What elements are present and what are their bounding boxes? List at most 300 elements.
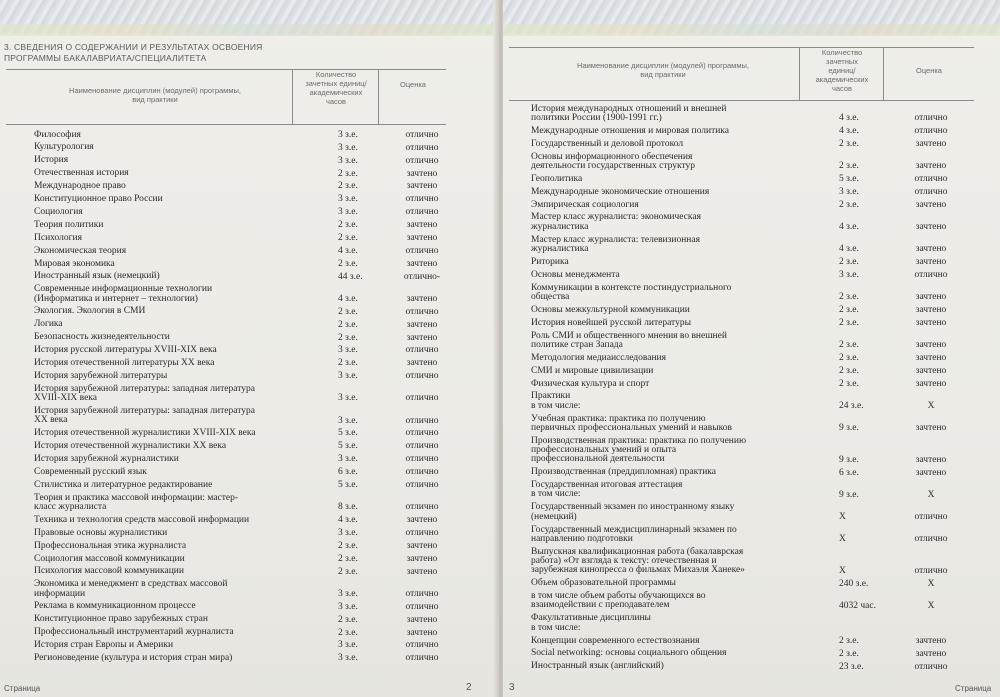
credits-value: 2 з.е. xyxy=(839,340,859,351)
discipline-name: СМИ и мировые цивилизации xyxy=(531,365,654,376)
grade-value: отлично xyxy=(405,245,439,256)
table-row xyxy=(34,318,474,331)
table-row xyxy=(34,218,474,231)
grade-value: отлично xyxy=(914,565,948,576)
grade-value: зачтено xyxy=(915,244,947,255)
discipline-name: Отечественная история xyxy=(34,168,129,179)
credits-value: 4 з.е. xyxy=(839,126,859,137)
discipline-name: Международные отношения и мировая политика xyxy=(531,125,729,136)
grade-value: отлично xyxy=(405,142,439,153)
left-page xyxy=(0,0,497,697)
discipline-name: Теория политики xyxy=(34,219,104,230)
table-row xyxy=(531,137,991,150)
security-pattern-stripe xyxy=(503,24,1000,36)
table-row xyxy=(531,501,991,523)
table-row xyxy=(531,124,991,137)
grade-value: отлично xyxy=(914,534,948,545)
credits-value: 4032 час. xyxy=(839,600,876,611)
discipline-name: Физическая культура и спорт xyxy=(531,378,650,389)
table-row xyxy=(34,244,474,257)
table-row xyxy=(531,479,991,501)
discipline-name: Социология xyxy=(34,206,83,217)
credits-value: 3 з.е. xyxy=(338,142,358,153)
credits-value: 3 з.е. xyxy=(338,129,358,140)
table-row xyxy=(531,545,991,577)
header-grade: Оценка xyxy=(400,80,426,89)
table-row xyxy=(531,647,991,660)
grade-value: зачтено xyxy=(915,305,947,316)
credits-value: 2 з.е. xyxy=(839,292,859,303)
table-row xyxy=(34,626,474,639)
table-header-rule xyxy=(509,100,974,101)
credits-value: 2 з.е. xyxy=(338,614,358,625)
grade-value: зачтено xyxy=(915,467,947,478)
column-divider xyxy=(799,47,800,100)
discipline-name: Психология массовой коммуникации xyxy=(34,566,184,577)
discipline-name: История стран Европы и Америки xyxy=(34,640,174,651)
discipline-name: Основы межкультурной коммуникации xyxy=(531,304,690,315)
grade-value: зачтено xyxy=(915,454,947,465)
right-table-body xyxy=(531,102,991,673)
credits-value: 2 з.е. xyxy=(338,220,358,231)
grade-value: отлично xyxy=(405,588,439,599)
grade-value: зачтено xyxy=(915,340,947,351)
table-row xyxy=(34,639,474,652)
grade-value: отлично xyxy=(914,269,948,280)
grade-value: отлично xyxy=(914,511,948,522)
grade-value: зачтено xyxy=(406,515,438,526)
table-row xyxy=(531,377,991,390)
grade-value: зачтено xyxy=(915,138,947,149)
credits-value: 2 з.е. xyxy=(839,365,859,376)
credits-value: 2 з.е. xyxy=(839,257,859,268)
discipline-name: Культурология xyxy=(34,142,94,153)
discipline-name: в том числе объем работы обучающихся во взаимодействии с преподавателем xyxy=(531,591,706,611)
credits-value: 2 з.е. xyxy=(338,553,358,564)
table-row xyxy=(34,180,474,193)
credits-value: 3 з.е. xyxy=(338,528,358,539)
table-row xyxy=(531,102,991,124)
discipline-name: Логика xyxy=(34,319,63,330)
table-row xyxy=(531,150,991,172)
grade-value: отлично xyxy=(405,345,439,356)
grade-value: зачтено xyxy=(406,566,438,577)
credits-value: 3 з.е. xyxy=(338,415,358,426)
credits-value: 4 з.е. xyxy=(338,245,358,256)
table-row xyxy=(34,141,474,154)
table-row xyxy=(531,316,991,329)
table-row xyxy=(34,651,474,664)
credits-value: 9 з.е. xyxy=(839,423,859,434)
header-name: Наименование дисциплин (модулей) программы, вид практики xyxy=(69,86,241,104)
table-row xyxy=(34,305,474,318)
grade-value: отлично xyxy=(405,393,439,404)
discipline-name: История отечественной журналистики XX века xyxy=(34,441,227,452)
discipline-name: Государственный и деловой протокол xyxy=(531,138,684,149)
table-row xyxy=(531,303,991,316)
grade-value: отлично xyxy=(914,661,948,672)
table-row xyxy=(34,600,474,613)
table-row xyxy=(34,369,474,382)
discipline-name: Объем образовательной программы xyxy=(531,578,676,589)
discipline-name: История новейшей русской литературы xyxy=(531,317,691,328)
grade-value: зачтено xyxy=(406,332,438,343)
credits-value: 2 з.е. xyxy=(839,138,859,149)
grade-value: отлично xyxy=(914,174,948,185)
discipline-name: Профессиональная этика журналиста xyxy=(34,540,187,551)
credits-value: 4 з.е. xyxy=(839,222,859,233)
footer-label: Страница xyxy=(955,684,992,693)
discipline-name: Основы менеджмента xyxy=(531,269,620,280)
grade-value: отлично xyxy=(405,528,439,539)
grade-value: отлично xyxy=(914,113,948,124)
discipline-name: Производственная (преддипломная) практика xyxy=(531,467,716,478)
credits-value: 44 з.е. xyxy=(338,271,363,282)
credits-value: 2 з.е. xyxy=(839,317,859,328)
credits-value: 5 з.е. xyxy=(338,441,358,452)
grade-value: отлично xyxy=(405,454,439,465)
grade-value: X xyxy=(927,578,935,589)
table-row xyxy=(34,526,474,539)
table-row xyxy=(34,283,474,305)
grade-value: отлично- xyxy=(403,271,441,282)
discipline-name: Психология xyxy=(34,232,83,243)
table-row xyxy=(531,268,991,281)
grade-value: отлично xyxy=(405,207,439,218)
header-name: Наименование дисциплин (модулей) программы, вид практики xyxy=(577,61,749,79)
grade-value: отлично xyxy=(405,467,439,478)
left-table-body xyxy=(34,128,474,664)
credits-value: 2 з.е. xyxy=(839,199,859,210)
table-row xyxy=(34,478,474,491)
credits-value: 3 з.е. xyxy=(338,393,358,404)
grade-value: отлично xyxy=(405,428,439,439)
header-credits: Количество зачетных единиц/ академических часов xyxy=(305,70,367,106)
table-row xyxy=(34,552,474,565)
section-title: 3. СВЕДЕНИЯ О СОДЕРЖАНИИ И РЕЗУЛЬТАТАХ ОСВОЕНИЯ ПРОГРАММЫ БАКАЛАВРИАТА/СПЕЦИАЛИТЕТА xyxy=(4,42,263,63)
discipline-name: Роль СМИ и общественного мнения во внешней политике стран Запада xyxy=(531,330,727,350)
discipline-name: Теория и практика массовой информации: мастер- класс журналиста xyxy=(34,492,239,512)
table-row xyxy=(34,154,474,167)
discipline-name: Экономика и менеджмент в средствах массовой информации xyxy=(34,579,228,599)
grade-value: зачтено xyxy=(406,233,438,244)
discipline-name: Государственный экзамен по иностранному языку (немецкий) xyxy=(531,502,735,522)
table-row xyxy=(34,344,474,357)
credits-value: 2 з.е. xyxy=(338,319,358,330)
grade-value: зачтено xyxy=(915,353,947,364)
grade-value: отлично xyxy=(405,640,439,651)
credits-value: 2 з.е. xyxy=(839,161,859,172)
discipline-name: Регионоведение (культура и история стран мира) xyxy=(34,653,233,664)
table-row xyxy=(34,192,474,205)
grade-value: зачтено xyxy=(915,161,947,172)
credits-value: 3 з.е. xyxy=(338,454,358,465)
table-row xyxy=(34,427,474,440)
credits-value: 3 з.е. xyxy=(338,155,358,166)
table-row xyxy=(34,439,474,452)
discipline-name: Выпускная квалификационная работа (бакалаврская работа) «От взгляда к тексту: отечественная и зарубежная кинопресса о фильмах Михаэля Ханеке» xyxy=(531,546,745,576)
table-row xyxy=(531,434,991,466)
grade-value: зачтено xyxy=(915,648,947,659)
discipline-name: История зарубежной журналистики xyxy=(34,453,179,464)
discipline-name: Мировая экономика xyxy=(34,258,115,269)
discipline-name: Современные информационные технологии (Информатика и интернет – технологии) xyxy=(34,284,213,304)
discipline-name: Эмпирическая социология xyxy=(531,199,639,210)
discipline-name: Практики в том числе: xyxy=(531,391,581,411)
credits-value: 2 з.е. xyxy=(839,353,859,364)
grade-value: зачтено xyxy=(406,293,438,304)
discipline-name: Концепции современного естествознания xyxy=(531,635,700,646)
credits-value: 240 з.е. xyxy=(839,578,869,589)
credits-value: 2 з.е. xyxy=(338,540,358,551)
table-row xyxy=(531,211,991,233)
discipline-name: Государственный междисциплинарный экзамен по направлению подготовки xyxy=(531,524,737,544)
discipline-name: История зарубежной литературы: западная литература XVIII-XIX века xyxy=(34,383,255,404)
discipline-name: Экология. Экология в СМИ xyxy=(34,306,146,317)
credits-value: 2 з.е. xyxy=(338,566,358,577)
table-row xyxy=(34,465,474,478)
table-row xyxy=(34,404,474,426)
table-row xyxy=(531,577,991,590)
discipline-name: Международное право xyxy=(34,181,126,192)
table-row xyxy=(34,539,474,552)
grade-value: зачтено xyxy=(406,220,438,231)
grade-value: X xyxy=(927,401,935,411)
discipline-name: История зарубежной литературы xyxy=(34,370,168,381)
credits-value: 2 з.е. xyxy=(338,258,358,269)
table-header-rule xyxy=(6,124,446,125)
discipline-name: Безопасность жизнедеятельности xyxy=(34,332,170,343)
credits-value: 3 з.е. xyxy=(338,371,358,382)
discipline-name: Современный русский язык xyxy=(34,466,147,477)
table-row xyxy=(34,513,474,526)
table-row xyxy=(531,198,991,211)
credits-value: 23 з.е. xyxy=(839,661,864,672)
table-row xyxy=(34,356,474,369)
grade-value: зачтено xyxy=(406,358,438,369)
credits-value: 9 з.е. xyxy=(839,489,859,500)
table-row xyxy=(531,233,991,255)
grade-value: зачтено xyxy=(915,378,947,389)
discipline-name: Факультативные дисциплины в том числе: xyxy=(531,613,651,633)
credits-value: 8 з.е. xyxy=(338,502,358,513)
page-number: 2 xyxy=(466,682,472,693)
credits-value: 2 з.е. xyxy=(338,168,358,179)
credits-value: 4 з.е. xyxy=(338,293,358,304)
table-row xyxy=(531,281,991,303)
grade-value: X xyxy=(927,600,935,611)
credits-value: 3 з.е. xyxy=(338,194,358,205)
grade-value: отлично xyxy=(405,601,439,612)
credits-value: 4 з.е. xyxy=(338,515,358,526)
grade-value: отлично xyxy=(405,653,439,664)
discipline-name: Методология медиаисследования xyxy=(531,352,666,363)
grade-value: зачтено xyxy=(915,222,947,233)
discipline-name: История xyxy=(34,155,69,166)
grade-value: зачтено xyxy=(915,292,947,303)
credits-value: 2 з.е. xyxy=(338,181,358,192)
discipline-name: История международных отношений и внешней политики России (1900-1991 гг.) xyxy=(531,103,727,123)
credits-value: 6 з.е. xyxy=(839,467,859,478)
grade-value: отлично xyxy=(914,186,948,197)
credits-value: 3 з.е. xyxy=(338,640,358,651)
grade-value: отлично xyxy=(405,415,439,426)
grade-value: зачтено xyxy=(406,319,438,330)
credits-value: 2 з.е. xyxy=(839,378,859,389)
grade-value: зачтено xyxy=(915,635,947,646)
credits-value: 24 з.е. xyxy=(839,401,864,411)
grade-value: зачтено xyxy=(915,423,947,434)
table-row xyxy=(531,590,991,612)
credits-value: 4 з.е. xyxy=(839,244,859,255)
credits-value: 2 з.е. xyxy=(338,332,358,343)
discipline-name: История русской литературы XVIII-XIX века xyxy=(34,345,217,356)
credits-value: 6 з.е. xyxy=(338,467,358,478)
grade-value: X xyxy=(927,489,935,500)
credits-value: 9 з.е. xyxy=(839,454,859,465)
credits-value: X xyxy=(839,511,846,522)
table-row xyxy=(34,491,474,513)
credits-value: 2 з.е. xyxy=(338,358,358,369)
credits-value: 3 з.е. xyxy=(338,345,358,356)
table-row xyxy=(531,466,991,479)
discipline-name: Геополитика xyxy=(531,173,583,184)
discipline-name: Профессиональный инструментарий журналиста xyxy=(34,627,234,638)
right-page xyxy=(503,0,1000,697)
discipline-name: Social networking: основы социального общения xyxy=(531,648,727,659)
credits-value: 2 з.е. xyxy=(338,627,358,638)
column-divider xyxy=(883,47,884,100)
table-top-rule xyxy=(509,47,974,48)
table-row xyxy=(531,351,991,364)
table-row xyxy=(531,172,991,185)
credits-value: 3 з.е. xyxy=(839,269,859,280)
table-row xyxy=(34,331,474,344)
credits-value: X xyxy=(839,565,846,576)
credits-value: 3 з.е. xyxy=(338,588,358,599)
grade-value: зачтено xyxy=(406,614,438,625)
grade-value: отлично xyxy=(405,502,439,513)
grade-value: зачтено xyxy=(915,257,947,268)
discipline-name: История отечественной литературы XX века xyxy=(34,358,215,369)
discipline-name: Философия xyxy=(34,129,81,140)
footer-label: Страница xyxy=(4,684,41,693)
discipline-name: Государственная итоговая аттестация в том числе: xyxy=(531,480,683,500)
page-number: 3 xyxy=(509,682,515,693)
table-row xyxy=(531,364,991,377)
grade-value: зачтено xyxy=(406,627,438,638)
grade-value: зачтено xyxy=(915,365,947,376)
discipline-name: Мастер класс журналиста: экономическая журналистика xyxy=(531,212,701,232)
table-row xyxy=(531,523,991,545)
credits-value: 2 з.е. xyxy=(338,306,358,317)
table-top-rule xyxy=(6,69,446,70)
table-row xyxy=(34,231,474,244)
table-row xyxy=(34,613,474,626)
credits-value: 5 з.е. xyxy=(839,174,859,185)
table-row xyxy=(531,390,991,412)
table-row xyxy=(34,257,474,270)
discipline-name: Производственная практика: практика по получению профессиональных умений и опыта профессиональной деятельности xyxy=(531,435,747,465)
table-row xyxy=(34,270,474,283)
table-row xyxy=(34,167,474,180)
grade-value: отлично xyxy=(914,126,948,137)
grade-value: отлично xyxy=(405,194,439,205)
credits-value: 5 з.е. xyxy=(338,428,358,439)
credits-value: 2 з.е. xyxy=(839,648,859,659)
discipline-name: Конституционное право зарубежных стран xyxy=(34,614,208,625)
discipline-name: Международные экономические отношения xyxy=(531,186,710,197)
column-divider xyxy=(292,69,293,124)
header-grade: Оценка xyxy=(916,66,942,75)
table-row xyxy=(531,255,991,268)
grade-value: отлично xyxy=(405,441,439,452)
grade-value: отлично xyxy=(405,129,439,140)
discipline-name: Основы информационного обеспечения деятельности государственных структур xyxy=(531,151,696,171)
table-row xyxy=(34,382,474,404)
discipline-name: История отечественной журналистики XVIII-XIX века xyxy=(34,428,256,439)
grade-value: зачтено xyxy=(915,317,947,328)
grade-value: зачтено xyxy=(406,181,438,192)
discipline-name: Мастер класс журналиста: телевизионная журналистика xyxy=(531,234,700,254)
discipline-name: Иностранный язык (английский) xyxy=(531,661,664,672)
credits-value: 2 з.е. xyxy=(839,305,859,316)
credits-value: 3 з.е. xyxy=(338,207,358,218)
credits-value: 5 з.е. xyxy=(338,480,358,491)
discipline-name: История зарубежной литературы: западная литература XX века xyxy=(34,406,255,426)
table-row xyxy=(531,660,991,673)
column-divider xyxy=(378,69,379,124)
table-row xyxy=(531,329,991,351)
header-credits: Количество зачетных единиц/ академических часов xyxy=(815,48,869,93)
grade-value: отлично xyxy=(405,371,439,382)
table-row xyxy=(34,128,474,141)
grade-value: зачтено xyxy=(406,258,438,269)
credits-value: 2 з.е. xyxy=(839,635,859,646)
grade-value: зачтено xyxy=(406,168,438,179)
grade-value: отлично xyxy=(405,155,439,166)
credits-value: 2 з.е. xyxy=(338,233,358,244)
credits-value: 3 з.е. xyxy=(338,601,358,612)
credits-value: X xyxy=(839,534,846,545)
credits-value: 3 з.е. xyxy=(839,186,859,197)
table-row xyxy=(34,565,474,578)
discipline-name: Учебная практика: практика по получению первичных профессиональных умений и навыков xyxy=(531,413,732,433)
table-row xyxy=(531,185,991,198)
table-row xyxy=(34,578,474,600)
discipline-name: Правовые основы журналистики xyxy=(34,527,168,538)
discipline-name: Риторика xyxy=(531,256,569,267)
credits-value: 4 з.е. xyxy=(839,113,859,124)
table-row xyxy=(34,205,474,218)
table-row xyxy=(34,452,474,465)
discipline-name: Коммуникации в контексте постиндустриального общества xyxy=(531,282,732,302)
discipline-name: Стилистика и литературное редактирование xyxy=(34,479,213,490)
discipline-name: Иностранный язык (немецкий) xyxy=(34,271,160,282)
discipline-name: Конституционное право России xyxy=(34,194,163,205)
grade-value: зачтено xyxy=(406,553,438,564)
table-row xyxy=(531,412,991,434)
credits-value: 3 з.е. xyxy=(338,653,358,664)
discipline-name: Техника и технология средств массовой информации xyxy=(34,514,250,525)
grade-value: зачтено xyxy=(915,199,947,210)
discipline-name: Реклама в коммуникационном процессе xyxy=(34,601,196,612)
table-row xyxy=(531,612,991,634)
grade-value: отлично xyxy=(405,306,439,317)
discipline-name: Социология массовой коммуникации xyxy=(34,553,185,564)
discipline-name: Экономическая теория xyxy=(34,245,127,256)
grade-value: зачтено xyxy=(406,540,438,551)
